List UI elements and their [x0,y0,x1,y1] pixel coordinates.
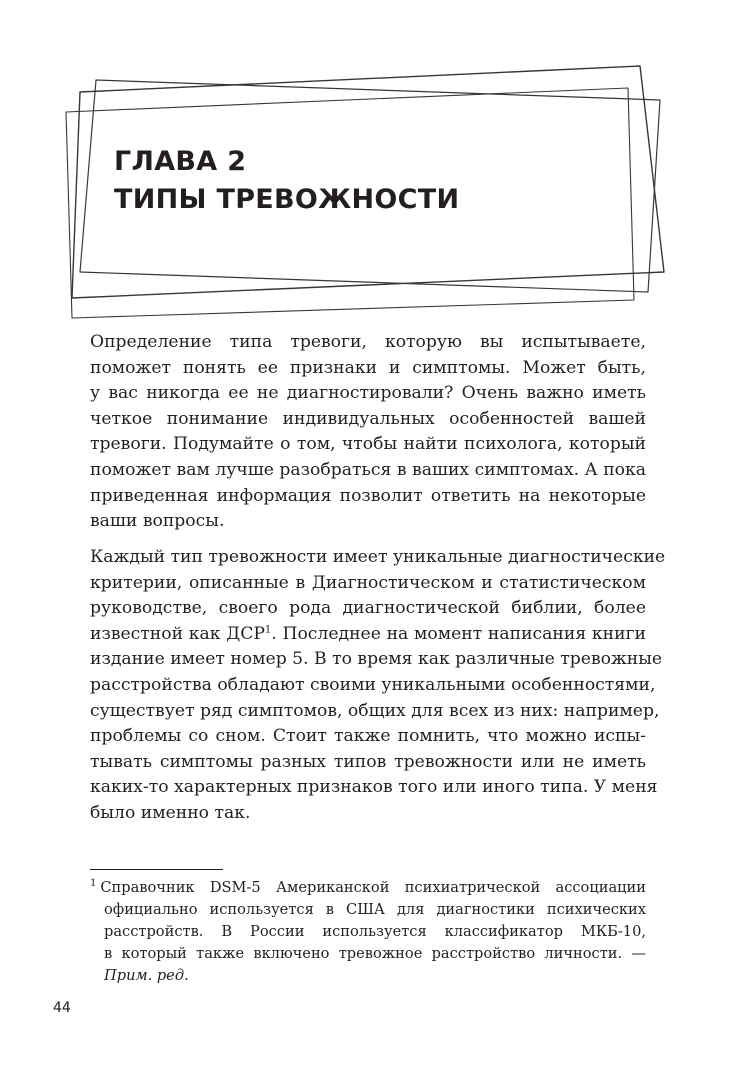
paragraph-1-line: Определение типа тревоги, которую вы испытываете, [90,332,646,352]
paragraph-1-line: приведенная информация позволит ответить на некоторые [90,485,646,506]
footnote-reference[interactable]: 1 [264,624,272,636]
chapter-label: ГЛАВА 2 [114,146,247,177]
paragraph-2-line: проблемы со сном. Стоит также помнить, что можно испы- [90,726,646,747]
paragraph-1-line: поможет вам лучше разобраться в ваших симптомах. А пока [90,459,646,480]
paragraph-1 [90,330,646,535]
paragraph-2-line: расстройства обладают своими уникальными особенностями, [90,674,656,695]
paragraph-2-line: руководстве, своего рода диагностической библии, более [90,598,646,619]
paragraph-1-line: у вас никогда ее не диагностировали? Очень важно иметь [90,383,646,404]
paragraph-2-line: было именно так. [90,802,251,823]
footnote-line: расстройств. В России используется классификатор МКБ-10, [104,923,646,940]
paragraph-1-line: четкое понимание индивидуальных особенностей вашей [90,408,646,429]
editor-note: Прим. ред. [104,967,189,984]
chapter-title: ТИПЫ ТРЕВОЖНОСТИ [114,184,460,215]
chapter-heading [114,143,459,219]
footnote-line: официально используется в США для диагностики психических [104,901,646,918]
line-text: Справочник DSM-5 Американской психиатрической ассоциации [100,879,646,896]
paragraph-1-line: ваши вопросы. [90,511,225,532]
paragraph-2-line-with-footnote-ref [90,622,646,648]
paragraph-2-line: каких-то характерных признаков того или иного типа. У меня [90,777,658,798]
footnote-separator [90,869,223,870]
footnote-marker: 1 [90,878,97,890]
footnote-line [90,965,646,987]
line-text: известной как ДСР [90,623,265,644]
page-number: 44 [53,1000,71,1016]
line-text: . Последнее на момент написания книги [271,623,646,644]
footnote-line: в который также включено тревожное расстройство личности. — [104,945,646,962]
paragraph-2-line: существует ряд симптомов, общих для всех из них: например, [90,700,660,721]
paragraph-1-line: тревоги. Подумайте о том, чтобы найти психолога, который [90,434,646,455]
paragraph-2-line: тывать симптомы разных типов тревожности или не иметь [90,751,646,772]
paragraph-2 [90,545,666,827]
footnote-line [90,877,646,899]
paragraph-2-line: Каждый тип тревожности имеет уникальные диагностические [90,547,666,567]
paragraph-2-line: издание имеет номер 5. В то время как различные тревожные [90,649,663,670]
paragraph-1-line: поможет понять ее признаки и симптомы. Может быть, [90,357,646,378]
paragraph-2-line: критерии, описанные в Диагностическом и статистическом [90,572,646,593]
footnote [90,877,646,987]
